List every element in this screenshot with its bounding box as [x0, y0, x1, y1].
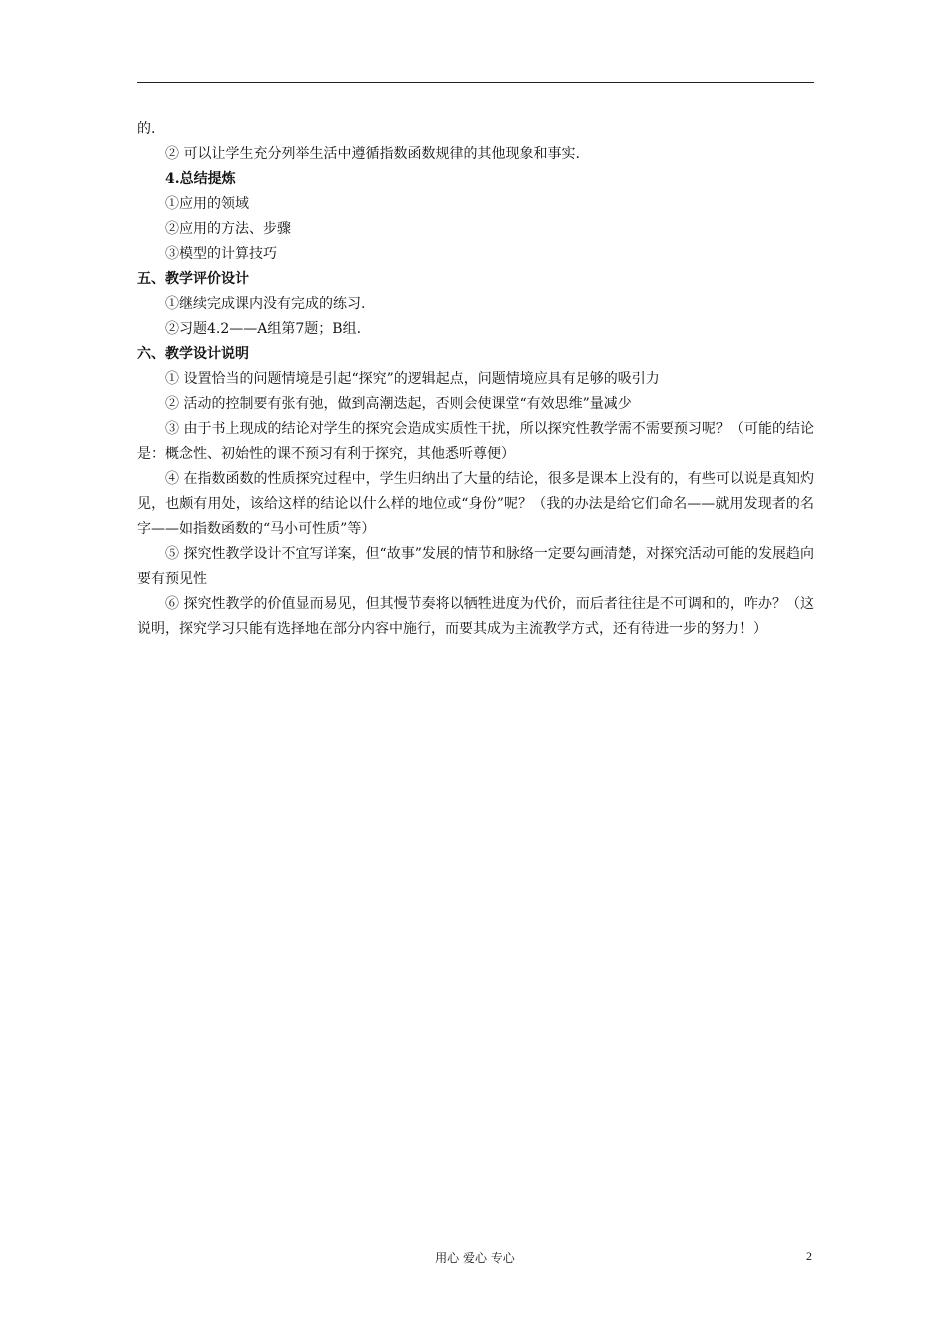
- list-item: ② 可以让学生充分列举生活中遵循指数函数规律的其他现象和事实.: [165, 146, 580, 162]
- section-heading: 五、教学评价设计: [137, 271, 249, 287]
- paragraph: ③ 由于书上现成的结论对学生的探究会造成实质性干扰，所以探究性教学需不需要预习呢？（可能的结论是：概念性、初始性的课不预习有利于探究，其他悉听尊便）: [137, 421, 814, 462]
- list-item: ②应用的方法、步骤: [165, 221, 291, 237]
- list-item: ①继续完成课内没有完成的练习.: [165, 296, 366, 312]
- page-number: 2: [806, 1249, 812, 1263]
- paragraph: ④ 在指数函数的性质探究过程中，学生归纳出了大量的结论，很多是课本上没有的，有些可以说是真知灼见，也颇有用处，该给这样的结论以什么样的地位或“身份”呢？（我的办法是给它们命名——就用发现者的名字——如指数函数的“马小可性质”等）: [137, 471, 814, 537]
- subsection-heading: 4.总结提炼: [165, 171, 236, 187]
- list-item: ①应用的领域: [165, 196, 249, 212]
- document-body: [137, 117, 814, 642]
- list-item: ②习题4.2——A组第7题；B组.: [165, 321, 362, 337]
- list-item: ② 活动的控制要有张有弛，做到高潮迭起，否则会使课堂“有效思维”量减少: [165, 396, 632, 412]
- header-rule: [137, 82, 814, 83]
- list-item: ① 设置恰当的问题情境是引起“探究”的逻辑起点，问题情境应具有足够的吸引力: [165, 371, 660, 387]
- section-heading: 六、教学设计说明: [137, 346, 249, 362]
- continuation-text: 的.: [137, 121, 156, 137]
- paragraph: ⑤ 探究性教学设计不宜写详案，但“故事”发展的情节和脉络一定要勾画清楚，对探究活动可能的发展趋向要有预见性: [137, 546, 814, 587]
- footer-slogan: 用心 爱心 专心: [435, 1251, 515, 1265]
- paragraph: ⑥ 探究性教学的价值显而易见，但其慢节奏将以牺牲进度为代价，而后者往往是不可调和的，咋办？（这说明，探究学习只能有选择地在部分内容中施行，而要其成为主流教学方式，还有待进一步的努力！）: [137, 596, 814, 637]
- list-item: ③模型的计算技巧: [165, 246, 277, 262]
